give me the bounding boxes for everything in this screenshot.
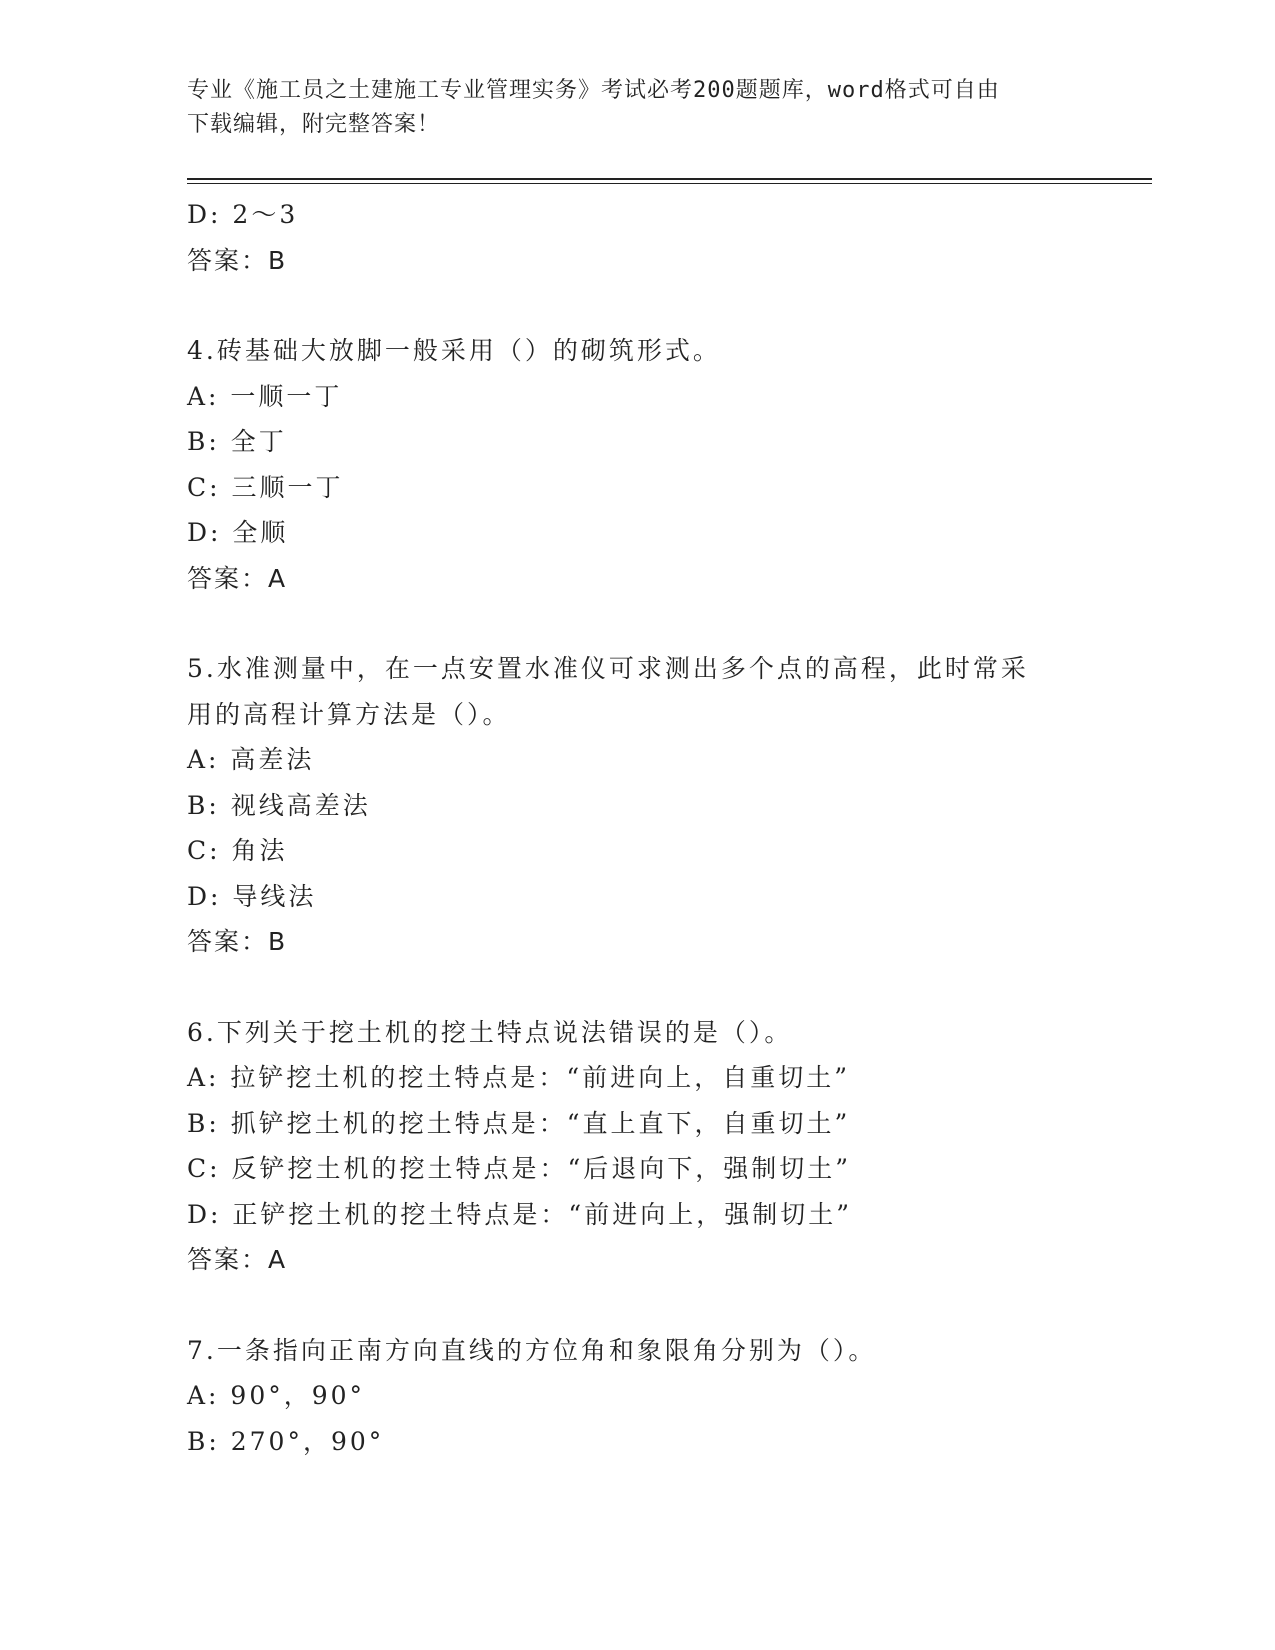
option-d: D: 导线法 [187,881,317,911]
option-d: D: 2～3 [187,200,299,229]
header-title-line2: 下载编辑，附完整答案！ [187,112,441,137]
option-a: A: 一顺一丁 [187,381,343,411]
option-d: D: 全顺 [187,518,289,547]
option-c: C: 反铲挖土机的挖土特点是：“后退向下，强制切土” [187,1154,852,1183]
question-stem: 7.一条指向正南方向直线的方位角和象限角分别为（）。 [187,1335,877,1365]
document-header [187,74,1067,142]
option-a: A: 拉铲挖土机的挖土特点是：“前进向上，自重切土” [187,1063,850,1092]
question-stem: 6.下列关于挖土机的挖土特点说法错误的是（）。 [187,1017,793,1047]
option-a: A: 高差法 [187,745,315,774]
question-6 [187,1010,1087,1283]
header-divider [187,178,1152,180]
answer: 答案：A [187,563,288,593]
option-b: B: 270°，90° [187,1426,385,1456]
question-7 [187,1328,1087,1465]
document-body [187,192,1087,1464]
question-5 [187,646,1087,965]
question-stem: 4.砖基础大放脚一般采用（）的砌筑形式。 [187,336,721,365]
question-fragment [187,192,1087,283]
answer: 答案：A [187,1245,288,1274]
question-4 [187,328,1087,601]
option-b: B: 抓铲挖土机的挖土特点是：“直上直下，自重切土” [187,1108,851,1138]
header-title-line1: 专业《施工员之土建施工专业管理实务》考试必考200题题库，word格式可自由 [187,78,1000,103]
option-c: C: 角法 [187,836,288,865]
option-a: A: 90°，90° [187,1381,366,1410]
answer: 答案：B [187,927,288,956]
answer: 答案：B [187,245,288,275]
question-stem-line2: 用的高程计算方法是（）。 [187,699,511,729]
header-divider-thin [187,183,1152,184]
option-b: B: 视线高差法 [187,790,371,820]
option-b: B: 全丁 [187,427,287,456]
question-stem-line1: 5.水准测量中，在一点安置水准仪可求测出多个点的高程，此时常采 [187,654,1029,683]
option-c: C: 三顺一丁 [187,472,344,502]
option-d: D: 正铲挖土机的挖土特点是：“前进向上，强制切土” [187,1199,852,1229]
